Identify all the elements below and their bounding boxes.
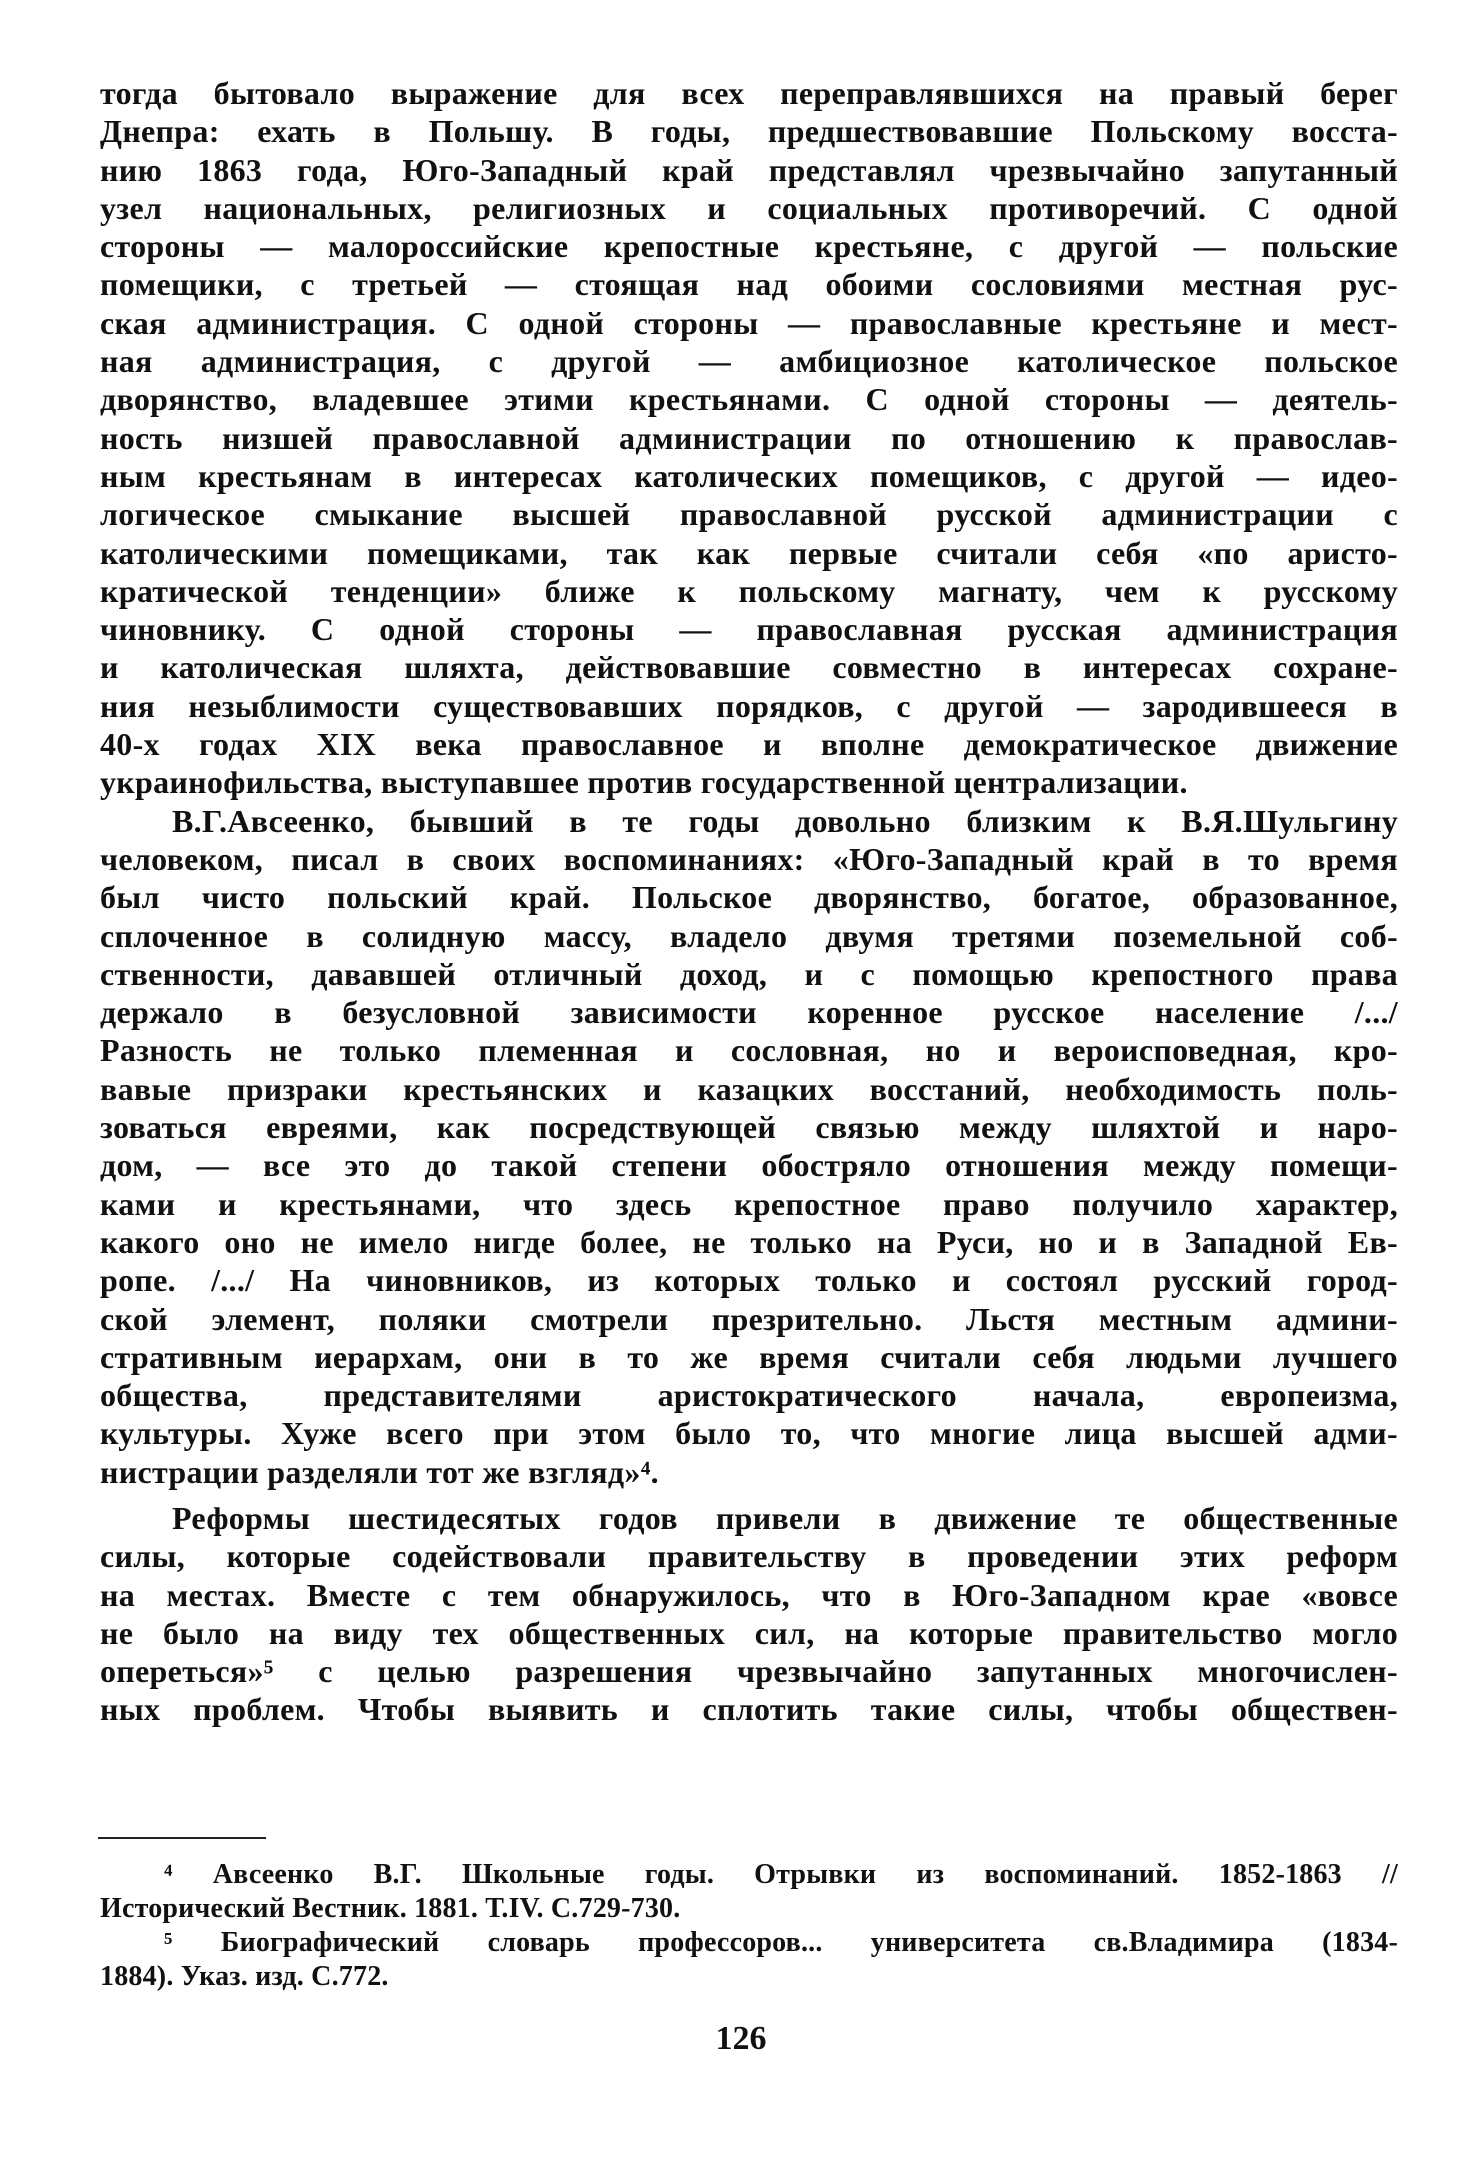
- text-line: В.Г.Авсеенко, бывший в те годы довольно близким к В.Я.Шульгину: [172, 802, 1398, 839]
- text-line: нистрации разделяли тот же взгляд»⁴.: [100, 1453, 659, 1490]
- main-text: [100, 74, 1398, 1729]
- footnote-line: ⁵ Биографический словарь профессоров... университета св.Владимира (1834-: [164, 1927, 1398, 1958]
- text-line: ных проблем. Чтобы выявить и сплотить такие силы, чтобы обществен-: [100, 1691, 1398, 1728]
- text-line: тогда бытовало выражение для всех переправлявшихся на правый берег: [100, 75, 1398, 111]
- page-number: 126: [715, 2020, 767, 2057]
- text-line: 40-х годах XIX века православное и вполне демократическое движение: [100, 726, 1398, 763]
- footnote-line: ⁴ Авсеенко В.Г. Школьные годы. Отрывки из воспоминаний. 1852-1863 //: [164, 1859, 1398, 1890]
- text-line: Разность не только племенная и сословная, но и вероисповедная, кро-: [100, 1032, 1398, 1069]
- text-line: не было на виду тех общественных сил, на которые правительство могло: [100, 1614, 1398, 1651]
- text-line: зоваться евреями, как посредствующей связью между шляхтой и наро-: [100, 1109, 1398, 1146]
- text-line: общества, представителями аристократического начала, европеизма,: [100, 1377, 1398, 1414]
- footnotes: [100, 1858, 1398, 1994]
- text-line: сплоченное в солидную массу, владело двумя третями поземельной соб-: [100, 917, 1398, 954]
- text-line: дворянство, владевшее этими крестьянами. С одной стороны — деятель-: [100, 381, 1398, 418]
- paragraph-gap: [100, 1491, 1398, 1499]
- text-line: украинофильства, выступавшее против государственной централизации.: [100, 764, 1188, 801]
- text-line: ния незыблимости существовавших порядков, с другой — зародившееся в: [100, 687, 1398, 724]
- text-line: на местах. Вместе с тем обнаружилось, что в Юго-Западном крае «вовсе: [100, 1576, 1398, 1613]
- text-line: вавые призраки крестьянских и казацких восстаний, необходимость поль-: [100, 1070, 1398, 1107]
- text-line: человеком, писал в своих воспоминаниях: «Юго-Западный край в то время: [100, 840, 1398, 877]
- text-line: ность низшей православной администрации по отношению к православ-: [100, 419, 1398, 456]
- text-line: стративным иерархам, они в то же время считали себя людьми лучшего: [100, 1338, 1398, 1375]
- footnote-separator: [98, 1837, 266, 1839]
- text-line: ской элемент, поляки смотрели презрительно. Льстя местным админи-: [100, 1300, 1398, 1337]
- text-line: держало в безусловной зависимости коренное русское население /.../: [100, 994, 1398, 1031]
- text-line: католическими помещиками, так как первые считали себя «по аристо-: [100, 534, 1398, 571]
- text-line: кратической тенденции» ближе к польскому магнату, чем к русскому: [100, 572, 1398, 609]
- footnote-line: 1884). Указ. изд. С.772.: [100, 1961, 389, 1992]
- text-line: дом, — все это до такой степени обостряло отношения между помещи-: [100, 1147, 1398, 1184]
- text-line: ным крестьянам в интересах католических помещиков, с другой — идео-: [100, 457, 1398, 494]
- text-line: стороны — малороссийские крепостные крестьяне, с другой — польские: [100, 228, 1398, 265]
- text-line: ная администрация, с другой — амбициозное католическое польское: [100, 343, 1398, 380]
- text-line: культуры. Хуже всего при этом было то, что многие лица высшей адми-: [100, 1415, 1398, 1452]
- text-line: Реформы шестидесятых годов привели в движение те общественные: [172, 1499, 1398, 1536]
- text-line: чиновнику. С одной стороны — православная русская администрация: [100, 611, 1398, 648]
- text-line: ственности, дававшей отличный доход, и с помощью крепостного права: [100, 955, 1398, 992]
- footnote-line: Исторический Вестник. 1881. Т.IV. С.729-730.: [100, 1893, 681, 1924]
- text-line: нию 1863 года, Юго-Западный край представлял чрезвычайно запутанный: [100, 151, 1398, 188]
- text-line: ками и крестьянами, что здесь крепостное право получило характер,: [100, 1185, 1398, 1222]
- text-line: ская администрация. С одной стороны — православные крестьяне и мест-: [100, 304, 1398, 341]
- text-line: Днепра: ехать в Польшу. В годы, предшествовавшие Польскому восста-: [100, 113, 1398, 150]
- text-line: опереться»⁵ с целью разрешения чрезвычайно запутанных многочислен-: [100, 1653, 1398, 1690]
- text-line: узел национальных, религиозных и социальных противоречий. С одной: [100, 189, 1398, 226]
- text-line: силы, которые содействовали правительству в проведении этих реформ: [100, 1538, 1398, 1575]
- text-line: был чисто польский край. Польское дворянство, богатое, образованное,: [100, 879, 1398, 916]
- text-line: ропе. /.../ На чиновников, из которых только и состоял русский город-: [100, 1262, 1398, 1299]
- text-line: помещики, с третьей — стоящая над обоими сословиями местная рус-: [100, 266, 1398, 303]
- text-line: логическое смыкание высшей православной русской администрации с: [100, 496, 1398, 533]
- text-line: какого оно не имело нигде более, не только на Руси, но и в Западной Ев-: [100, 1223, 1398, 1260]
- text-line: и католическая шляхта, действовавшие совместно в интересах сохране-: [100, 649, 1398, 686]
